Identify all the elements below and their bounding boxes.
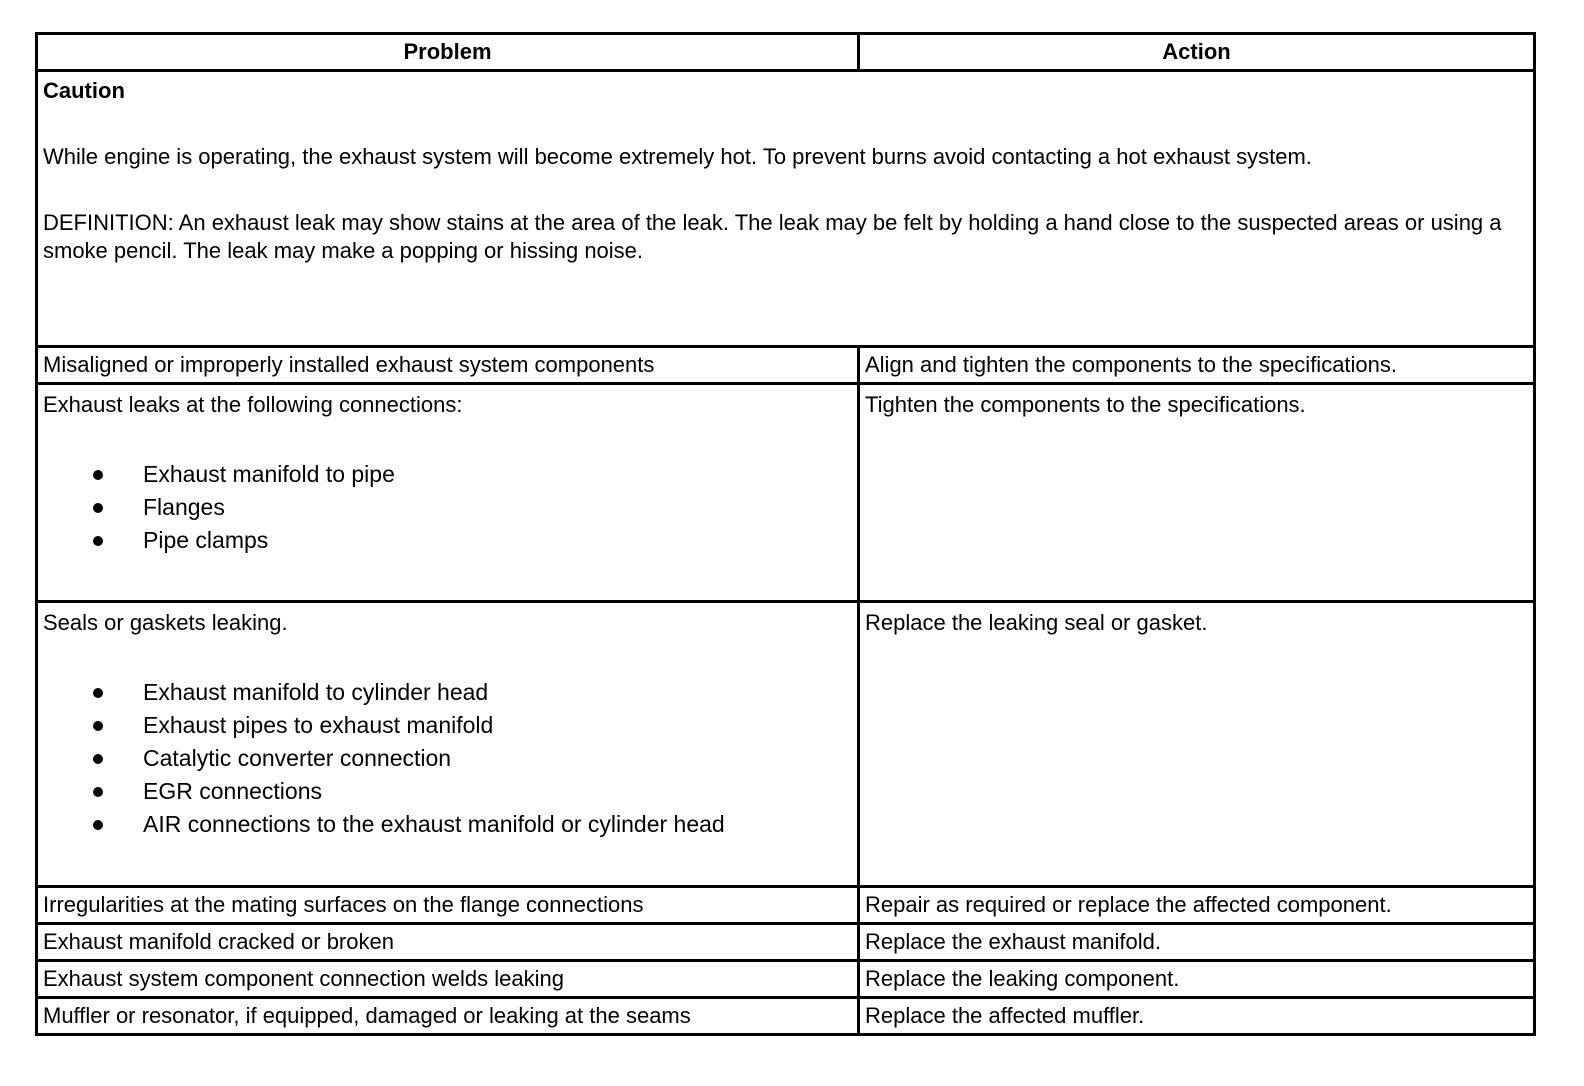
caution-row (37, 71, 1535, 347)
problem-header: Problem (37, 34, 859, 71)
connection-list (43, 458, 852, 557)
action-cell: Repair as required or replace the affected component. (859, 887, 1535, 924)
bullet-icon (93, 754, 103, 764)
action-cell: Replace the affected muffler. (859, 998, 1535, 1035)
list-item (43, 458, 852, 491)
problem-cell: Misaligned or improperly installed exhaust system components (37, 347, 859, 384)
action-cell: Align and tighten the components to the specifications. (859, 347, 1535, 384)
list-item-text: Exhaust manifold to cylinder head (143, 679, 489, 705)
list-item-text: Pipe clamps (143, 527, 269, 553)
action-cell: Replace the leaking seal or gasket. (859, 602, 1535, 887)
table-row (37, 961, 1535, 998)
action-cell: Replace the leaking component. (859, 961, 1535, 998)
problem-cell: Muffler or resonator, if equipped, damaged or leaking at the seams (37, 998, 859, 1035)
action-cell: Tighten the components to the specifications. (859, 384, 1535, 602)
bullet-icon (93, 470, 103, 480)
list-item (43, 808, 852, 841)
list-item-text: EGR connections (143, 778, 322, 804)
bullet-icon (93, 787, 103, 797)
diagnostic-table (35, 32, 1536, 1036)
list-item-text: Catalytic converter connection (143, 745, 452, 771)
bullet-icon (93, 688, 103, 698)
bullet-icon (93, 721, 103, 731)
list-item-text: AIR connections to the exhaust manifold or cylinder head (143, 811, 725, 837)
problem-cell: Exhaust manifold cracked or broken (37, 924, 859, 961)
action-header: Action (859, 34, 1535, 71)
list-item (43, 742, 852, 775)
definition-text: DEFINITION: An exhaust leak may show stains at the area of the leak. The leak may be felt by holding a hand close to the suspected areas or using a smoke pencil. The leak may make a popping or hissing noise. (43, 210, 1502, 263)
table-row (37, 384, 1535, 602)
problem-cell: Irregularities at the mating surfaces on the flange connections (37, 887, 859, 924)
list-item (43, 491, 852, 524)
problem-cell (37, 602, 859, 887)
bullet-icon (93, 503, 103, 513)
list-item (43, 524, 852, 557)
bullet-icon (93, 820, 103, 830)
problem-cell (37, 384, 859, 602)
caution-cell (37, 71, 1535, 347)
seal-list (43, 676, 852, 841)
list-item-text: Exhaust pipes to exhaust manifold (143, 712, 494, 738)
problem-cell: Exhaust system component connection welds leaking (37, 961, 859, 998)
table-row (37, 347, 1535, 384)
caution-title: Caution (43, 78, 125, 103)
table-row (37, 602, 1535, 887)
list-item-text: Flanges (143, 494, 225, 520)
table-row (37, 998, 1535, 1035)
problem-text: Exhaust leaks at the following connections: (43, 392, 463, 417)
list-item-text: Exhaust manifold to pipe (143, 461, 395, 487)
table-row (37, 887, 1535, 924)
caution-text: While engine is operating, the exhaust system will become extremely hot. To prevent burns avoid contacting a hot exhaust system. (43, 144, 1312, 169)
bullet-icon (93, 536, 103, 546)
problem-text: Seals or gaskets leaking. (43, 610, 288, 635)
header-row (37, 34, 1535, 71)
list-item (43, 775, 852, 808)
list-item (43, 709, 852, 742)
table-row (37, 924, 1535, 961)
list-item (43, 676, 852, 709)
action-cell: Replace the exhaust manifold. (859, 924, 1535, 961)
